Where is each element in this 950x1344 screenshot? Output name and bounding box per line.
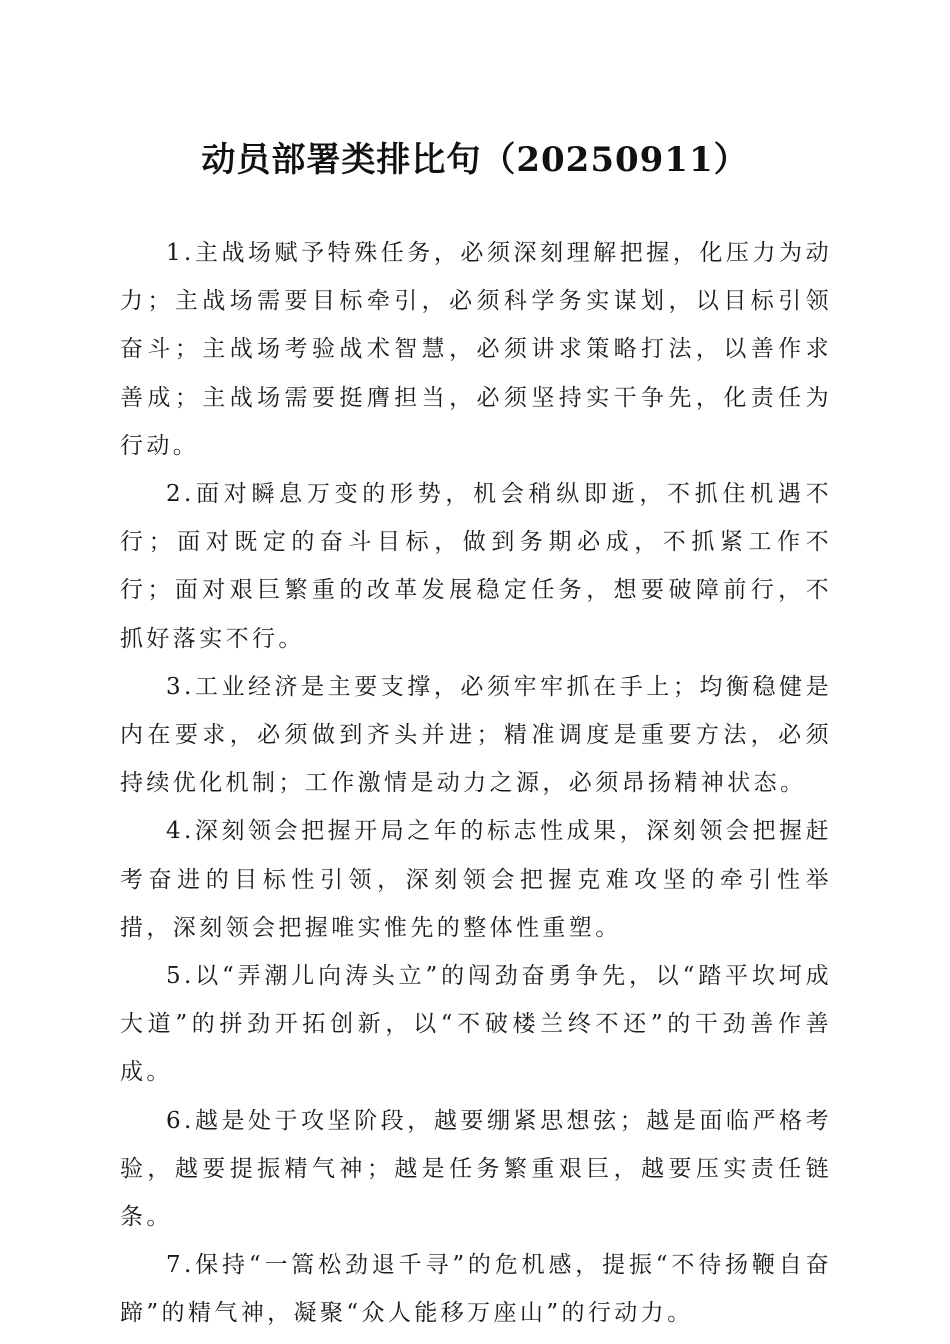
paragraph-1: 1.主战场赋予特殊任务，必须深刻理解把握，化压力为动力；主战场需要目标牵引，必须科学务实谋划，以目标引领奋斗；主战场考验战术智慧，必须讲求策略打法，以善作求善成；主战场需要挺膺担当，必须坚持实干争先，化责任为行动。 bbox=[120, 240, 832, 459]
paragraph-5: 5.以“弄潮儿向涛头立”的闯劲奋勇争先，以“踏平坎坷成大道”的拼劲开拓创新，以“不破楼兰终不还”的干劲善作善成。 bbox=[120, 963, 832, 1086]
paragraph-6: 6.越是处于攻坚阶段，越要绷紧思想弦；越是面临严格考验，越要提振精气神；越是任务繁重艰巨，越要压实责任链条。 bbox=[120, 1107, 832, 1231]
paragraph-7: 7.保持“一篙松劲退千寻”的危机感，提振“不待扬鞭自奋蹄”的精气神，凝聚“众人能移万座山”的行动力。 bbox=[120, 1252, 832, 1327]
paragraph-4: 4.深刻领会把握开局之年的标志性成果，深刻领会把握赶考奋进的目标性引领，深刻领会把握克难攻坚的牵引性举措，深刻领会把握唯实惟先的整体性重塑。 bbox=[120, 818, 832, 941]
paragraph-3: 3.工业经济是主要支撑，必须牢牢抓在手上；均衡稳健是内在要求，必须做到齐头并进；精准调度是重要方法，必须持续优化机制；工作激情是动力之源，必须昂扬精神状态。 bbox=[120, 673, 832, 797]
document-title: 动员部署类排比句（20250911） bbox=[201, 140, 749, 180]
document-body bbox=[120, 229, 832, 1338]
paragraph-2: 2.面对瞬息万变的形势，机会稍纵即逝，不抓住机遇不行；面对既定的奋斗目标，做到务期必成，不抓紧工作不行；面对艰巨繁重的改革发展稳定任务，想要破障前行，不抓好落实不行。 bbox=[120, 481, 832, 652]
